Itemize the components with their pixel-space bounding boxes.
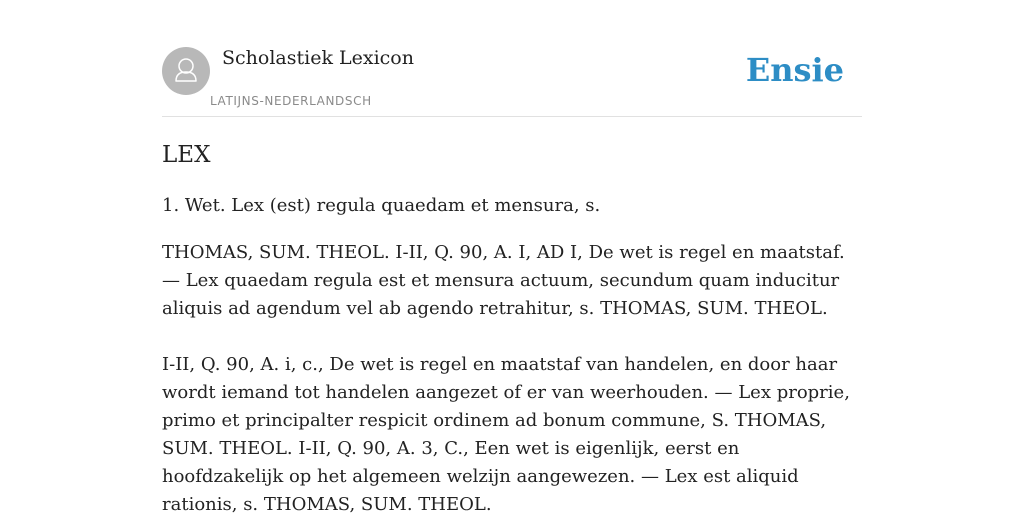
entry-title: LEX [162,142,211,168]
book-title[interactable]: Scholastiek Lexicon [222,47,414,69]
header [162,0,862,117]
user-placeholder-icon [162,47,210,95]
entry-paragraph: I-II, Q. 90, A. i, c., De wet is regel en maatstaf van handelen, en door haar wordt iemand tot handelen aangezet of er van weerhouden. — Lex proprie, primo et principalter respicit ordinem ad bonum commune, S. THOMAS, SUM. THEOL. I-II, Q. 90, A. 3, C., Een wet is eigenlijk, eerst en hoofdzakelijk op het algemeen welzijn aangewezen. — Lex est aliquid rationis, s. THOMAS, SUM. THEOL. [162,354,850,515]
avatar[interactable] [162,47,210,95]
entry-paragraph: THOMAS, SUM. THEOL. I-II, Q. 90, A. I, AD I, De wet is regel en maatstaf. — Lex quaedam regula est et mensura actuum, secundum quam inducitur aliquis ad agendum vel ab agendo retrahitur, s. THOMAS, SUM. THEOL. [162,242,845,319]
book-subtitle: LATIJNS-NEDERLANDSCH [210,94,372,108]
brand-logo[interactable]: Ensie [745,51,844,89]
entry-paragraph: 1. Wet. Lex (est) regula quaedam et mensura, s. [162,195,601,216]
page [162,0,862,515]
entry-body [162,192,862,519]
